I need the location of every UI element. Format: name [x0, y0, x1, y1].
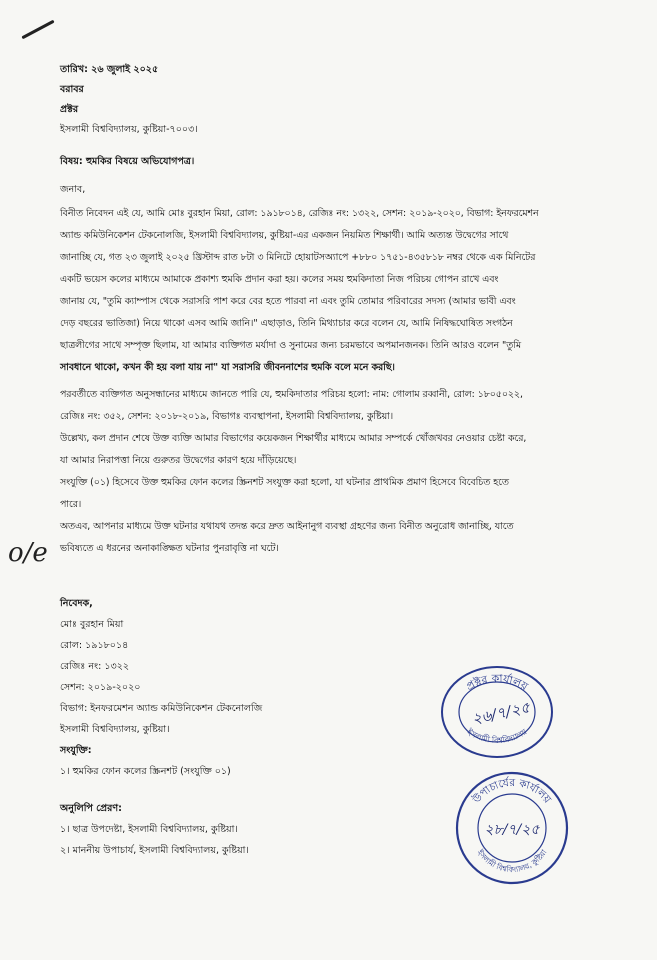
paragraph-line: সাবধানে থাকো, কখন কী হয় বলা যায় না" যা সরাসরি জীবননাশের হুমকি বলে মনে করছি। — [60, 362, 395, 373]
letter-date: তারিখ: ২৬ জুলাই ২০২৫ — [60, 64, 159, 75]
paragraph-2 — [60, 384, 605, 428]
vc-stamp-graphic — [452, 768, 572, 888]
pen-stroke-mark — [21, 20, 54, 40]
vc-office-stamp — [452, 768, 572, 888]
paragraph-line: পরবর্তীতে ব্যক্তিগত অনুসন্ধানের মাধ্যমে জানতে পারি যে, হুমকিদাতার পরিচয় হলো: নাম: গোলাম রব্বানী, রোল: ১৮০৫০২২, — [60, 389, 523, 400]
to-label: বরাবর — [60, 84, 84, 95]
paragraph-line: জানায় যে, "তুমি ক্যাম্পাস থেকে সরাসরি পাশ করে বের হতে পারবা না এবং তুমি তোমার পরিবারের সদস্য (আমার ভাবী এবং — [60, 296, 516, 307]
signer-university: ইসলামী বিশ্ববিদ্যালয়, কুষ্টিয়া। — [60, 724, 170, 735]
paragraph-line: ছাত্রলীগের সাথে সম্পৃক্ত ছিলাম, যা আমার ব্যক্তিগত মর্যাদা ও সুনামের জন্য চরমভাবে অপমানজনক। তিনি আরও বলেন "তুমি — [60, 340, 522, 351]
vc-stamp-bottom-text: ইসলামী বিশ্ববিদ্যালয়, কুষ্টিয়া — [475, 847, 549, 875]
proctor-stamp-graphic — [432, 660, 562, 760]
paragraph-line: উল্লেখ্য, কল প্রদান শেষে উক্ত ব্যক্তি আমার বিভাগের কয়েকজন শিক্ষার্থীর মাধ্যমে আমার সম্পর্কে খোঁজখবর নেওয়ার চেষ্টা করে, — [60, 433, 527, 444]
cc-item: ১। ছাত্র উপদেষ্টা, ইসলামী বিশ্ববিদ্যালয়, কুষ্টিয়া। — [60, 824, 238, 835]
paragraph-line: অ্যান্ড কমিউনিকেশন টেকনোলজি, ইসলামী বিশ্ববিদ্যালয়, কুষ্টিয়া-এর একজন নিয়মিত শিক্ষার্থী। আমি অত্যন্ত উদ্বেগের সাথে — [60, 230, 509, 241]
proctor-office-stamp — [432, 660, 562, 760]
proctor-stamp-bottom-text: ইসলামী বিশ্ববিদ্যালয় — [465, 727, 529, 746]
paragraph-line: একটি ভয়েস কলের মাধ্যমে আমাকে প্রকাশ্য হুমকি প্রদান করা হয়। কলের সময় হুমকিদাতা নিজ পরিচয় গোপন রাখে এবং — [60, 274, 499, 285]
attachment-item: ১। হুমকির ফোন কলের স্ক্রিনশট (সংযুক্তি ০১) — [60, 766, 231, 777]
paragraph-line: সংযুক্তি (০১) হিসেবে উক্ত হুমকির ফোন কলের স্ক্রিনশট সংযুক্ত করা হলো, যা ঘটনার প্রাথমিক প্রমাণ হিসেবে বিবেচিত হতে — [60, 477, 509, 488]
paragraph-5 — [60, 516, 605, 560]
paragraph-line: ভবিষ্যতে এ ধরনের অনাকাঙ্ক্ষিত ঘটনার পুনরাবৃত্তি না ঘটে। — [60, 543, 279, 554]
vc-stamp-top-text: উপাচার্যের কার্যালয় — [470, 776, 554, 806]
recipient-address: ইসলামী বিশ্ববিদ্যালয়, কুষ্টিয়া-৭০০৩। — [60, 124, 198, 135]
paragraph-line: জানাচ্ছি যে, গত ২৩ জুলাই ২০২৫ খ্রিস্টাব্দ রাত ৮টা ৩ মিনিটে হোয়াটসঅ্যাপে +৮৮০ ১৭৫১-৪৩৫৮১৮ নম্বর থেকে এক মিনিটের — [60, 252, 536, 263]
vc-stamp-date: ২৮/৭/২৫ — [484, 822, 540, 838]
proctor-stamp-top-text: প্রক্টর কার্যালয় — [463, 672, 531, 694]
signer-department: বিভাগ: ইনফরমেশন অ্যান্ড কমিউনিকেশন টেকনোলজি — [60, 703, 263, 714]
cc-item: ২। মাননীয় উপাচার্য, ইসলামী বিশ্ববিদ্যালয়, কুষ্টিয়া। — [60, 845, 249, 856]
signer-name: মোঃ বুরহান মিয়া — [60, 619, 124, 630]
recipient: প্রক্টর — [60, 104, 79, 115]
signer-reg: রেজিঃ নং: ১৩২২ — [60, 661, 130, 672]
salutation: জনাব, — [60, 184, 86, 195]
cc-label: অনুলিপি প্রেরণ: — [60, 803, 122, 814]
paragraph-1 — [60, 203, 605, 379]
signer-session: সেশন: ২০১৯-২০২০ — [60, 682, 141, 693]
paragraph-line: বিনীত নিবেদন এই যে, আমি মোঃ বুরহান মিয়া, রোল: ১৯১৮০১৪, রেজিঃ নং: ১৩২২, সেশন: ২০১৯-২০২০, বিভাগ: ইনফরমেশন — [60, 208, 539, 219]
paragraph-line: পারে। — [60, 499, 82, 510]
paragraph-line: যা আমার নিরাপত্তা নিয়ে গুরুতর উদ্বেগের কারণ হয়ে দাঁড়িয়েছে। — [60, 455, 297, 466]
paragraph-4 — [60, 472, 605, 516]
paragraph-line: রেজিঃ নং: ৩৫২, সেশন: ২০১৮-২০১৯, বিভাগঃ ব্যবস্থাপনা, ইসলামী বিশ্ববিদ্যালয়, কুষ্টিয়া। — [60, 411, 394, 422]
letter-header — [60, 60, 600, 140]
paragraph-line: দেড় বছরের ভাতিজা) নিয়ে থাকো এসব আমি জানি।" এছাড়াও, তিনি মিথ্যাচার করে বলেন যে, আমি নিষিদ্ধঘোষিত সংগঠন — [60, 318, 513, 329]
margin-handwritten-note: o/e — [8, 538, 48, 568]
paragraph-line: অতএব, আপনার মাধ্যমে উক্ত ঘটনার যথাযথ তদন্ত করে দ্রুত আইনানুগ ব্যবস্থা গ্রহণের জন্য বিনীত অনুরোধ জানাচ্ছি, যাতে — [60, 521, 514, 532]
signature-label: নিবেদক, — [60, 598, 93, 609]
attachment-label: সংযুক্তি: — [60, 745, 92, 756]
subject-line: বিষয়: হুমকির বিষয়ে অভিযোগপত্র। — [60, 156, 195, 167]
proctor-stamp-date: ২৬/৭/২৫ — [470, 698, 532, 729]
paragraph-3 — [60, 428, 605, 472]
signer-roll: রোল: ১৯১৮০১৪ — [60, 640, 129, 651]
